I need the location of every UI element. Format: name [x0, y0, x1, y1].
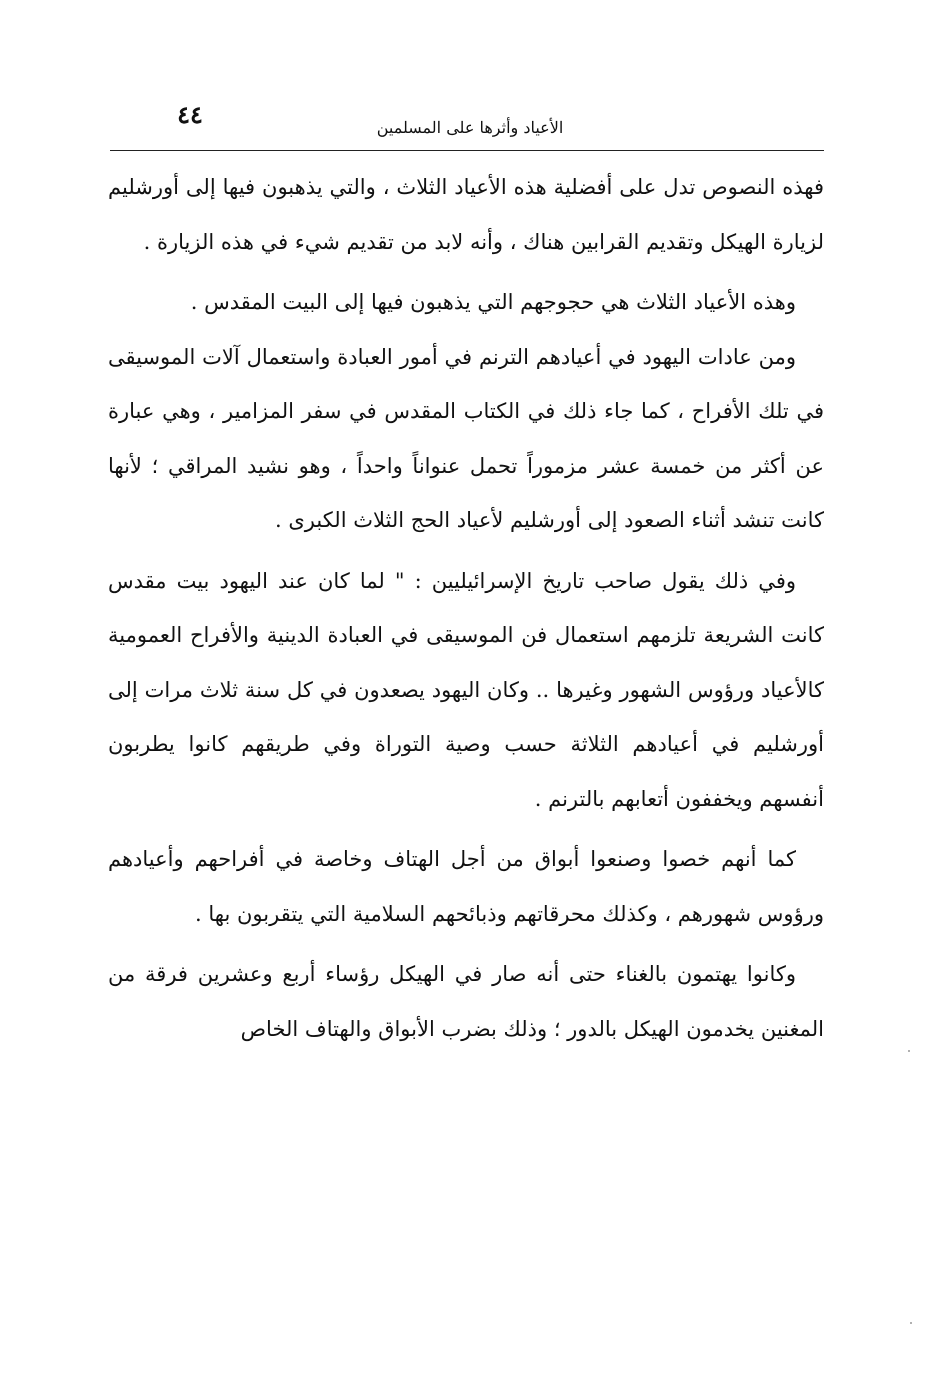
running-title: الأعياد وأثرها على المسلمين	[376, 118, 564, 137]
paragraph-3: ومن عادات اليهود في أعيادهم الترنم في أمور العبادة واستعمال آلات الموسيقى في تلك الأفراح ، كما جاء ذلك في الكتاب المقدس في سفر المزامير ، وهي عبارة عن أكثر من خمسة عشر مزموراً تحمل عنواناً واحداً ، وهو نشيد المراقي ؛ لأنها كانت تنشد أثناء الصعود إلى أورشليم لأعياد الحج الثلاث الكبرى .	[108, 344, 824, 532]
paragraph-2: وهذه الأعياد الثلاث هي حجوجهم التي يذهبون فيها إلى البيت المقدس .	[190, 290, 796, 314]
header-rule	[110, 150, 824, 151]
paragraph-5: كما أنهم خصوا وصنعوا أبواق من أجل الهتاف وخاصة في أفراحهم وأعيادهم ورؤوس شهورهم ، وكذلك محرقاتهم وذبائحهم السلامية التي يتقربون بها .	[108, 847, 824, 926]
margin-speck	[908, 1050, 910, 1052]
paragraph-6: وكانوا يهتمون بالغناء حتى أنه صار في الهيكل رؤساء أربع وعشرين فرقة من المغنين يخدمون الهيكل بالدور ؛ وذلك بضرب الأبواق والهتاف الخاص	[108, 962, 824, 1041]
page-number: ٤٤	[177, 100, 203, 129]
paragraph-1: فهذه النصوص تدل على أفضلية هذه الأعياد الثلاث ، والتي يذهبون فيها إلى أورشليم لزيارة الهيكل وتقديم القرابين هناك ، وأنه لابد من تقديم شيء في هذه الزيارة .	[108, 175, 824, 254]
paragraph-4: وفي ذلك يقول صاحب تاريخ الإسرائيليين : " لما كان عند اليهود بيت مقدس كانت الشريعة تلزمهم استعمال فن الموسيقى في العبادة الدينية والأفراح العمومية كالأعياد ورؤوس الشهور وغيرها .. وكان اليهود يصعدون في كل سنة ثلاث مرات إلى أورشليم في أعيادهم الثلاثة حسب وصية التوراة وفي طريقهم كانوا يطربون أنفسهم ويخففون أتعابهم بالترنم .	[108, 568, 824, 811]
body-text	[108, 160, 824, 1056]
margin-speck	[910, 1322, 912, 1324]
